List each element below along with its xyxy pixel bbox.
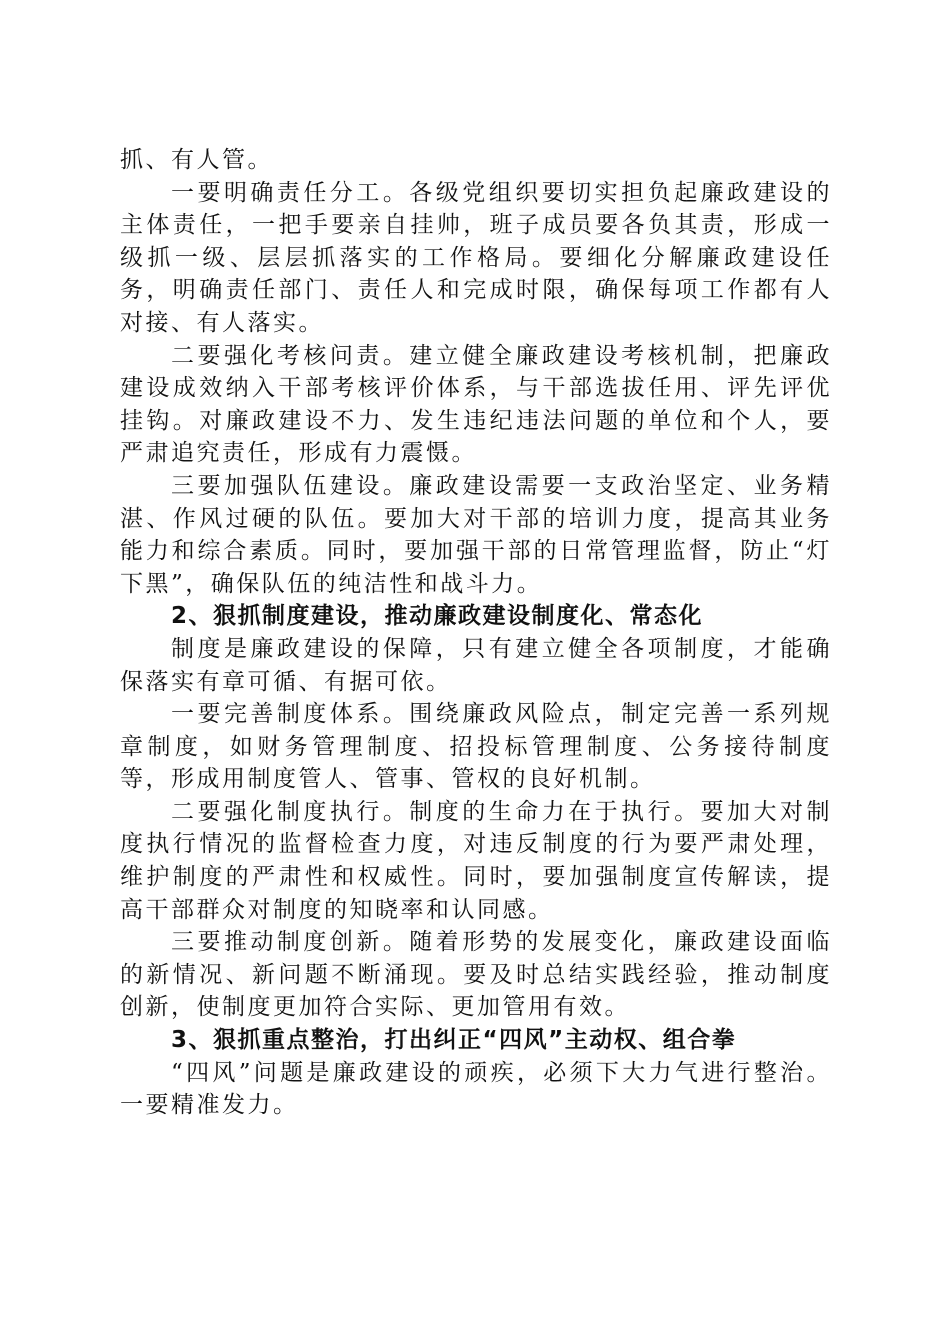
paragraph-system-execution: 二要强化制度执行。制度的生命力在于执行。要加大对制度执行情况的监督检查力度，对违反制度的行为要严肃处理，维护制度的严肃性和权威性。同时，要加强制度宣传解读，提高干部群众对制度的知晓率和认同感。 xyxy=(120,798,832,923)
paragraph-assessment: 二要强化考核问责。建立健全廉政建设考核机制，把廉政建设成效纳入干部考核评价体系，与干部选拔任用、评先评优挂钩。对廉政建设不力、发生违纪违法问题的单位和个人，要严肃追究责任，形成有力震慑。 xyxy=(120,342,832,467)
paragraph-team-building: 三要加强队伍建设。廉政建设需要一支政治坚定、业务精湛、作风过硬的队伍。要加大对干部的培训力度，提高其业务能力和综合素质。同时，要加强干部的日常管理监督，防止“灯下黑”，确保队伍的纯洁性和战斗力。 xyxy=(120,472,832,597)
paragraph-system-intro: 制度是廉政建设的保障，只有建立健全各项制度，才能确保落实有章可循、有据可依。 xyxy=(120,635,832,695)
document-body xyxy=(120,144,832,1122)
section-heading-key-rectification: 3、狠抓重点整治，打出纠正“四风”主动权、组合拳 xyxy=(171,1027,737,1054)
paragraph-continuation: 抓、有人管。 xyxy=(120,147,273,173)
paragraph-four-styles: “四风”问题是廉政建设的顽疾，必须下大力气进行整治。一要精准发力。 xyxy=(120,1059,832,1119)
paragraph-system-innovation: 三要推动制度创新。随着形势的发展变化，廉政建设面临的新情况、新问题不断涌现。要及时总结实践经验，推动制度创新，使制度更加符合实际、更加管用有效。 xyxy=(120,929,832,1021)
section-heading-system-building: 2、狠抓制度建设，推动廉政建设制度化、常态化 xyxy=(171,603,704,630)
paragraph-responsibility: 一要明确责任分工。各级党组织要切实担负起廉政建设的主体责任，一把手要亲自挂帅，班子成员要各负其责，形成一级抓一级、层层抓落实的工作格局。要细化分解廉政建设任务，明确责任部门、责任人和完成时限，确保每项工作都有人对接、有人落实。 xyxy=(120,179,832,336)
paragraph-system-framework: 一要完善制度体系。围绕廉政风险点，制定完善一系列规章制度，如财务管理制度、招投标管理制度、公务接待制度等，形成用制度管人、管事、管权的良好机制。 xyxy=(120,701,832,793)
